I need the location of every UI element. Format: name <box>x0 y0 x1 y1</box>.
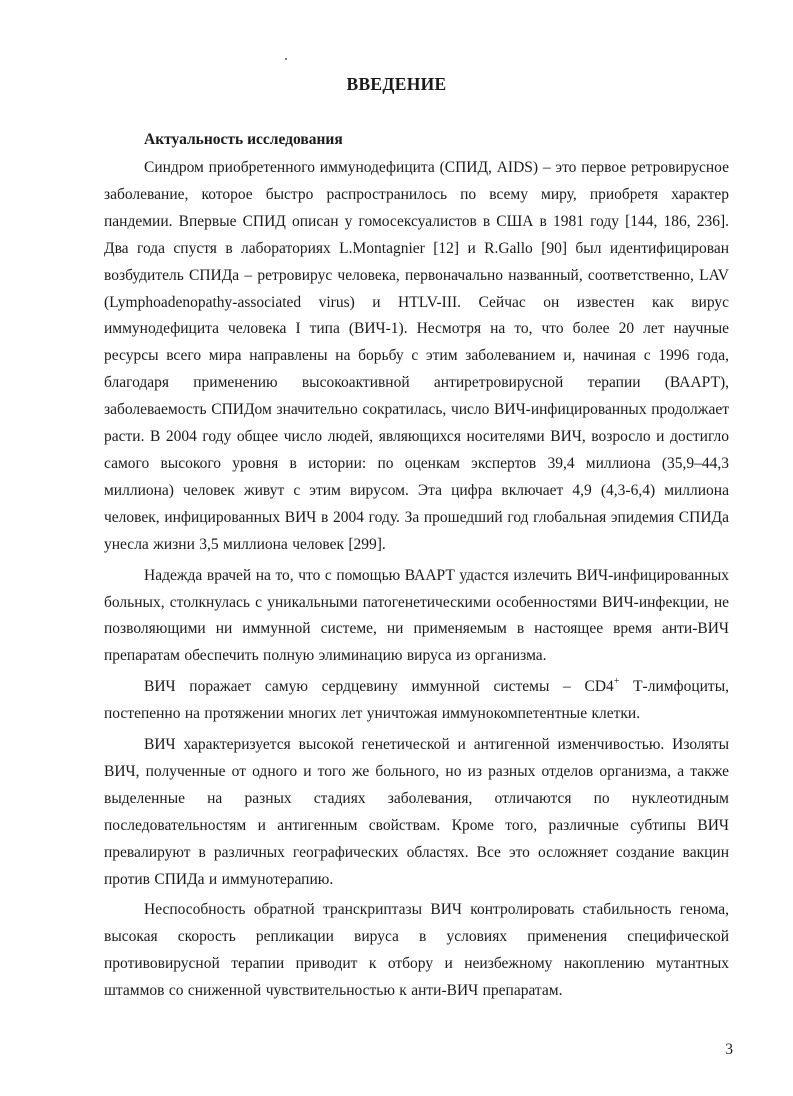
superscript-plus: + <box>613 676 620 688</box>
section-heading: Актуальность исследования <box>144 131 343 148</box>
paragraph-2: Надежда врачей на то, что с помощью ВААРТ удастся излечить ВИЧ-инфицированных больных, столкнулась с уникальными патогенетическими особенностями ВИЧ-инфекции, не позволяющими ни иммунной системе, ни применяемым в настоящее время анти-ВИЧ препаратам обеспечить полную элиминацию вируса из организма. <box>104 566 729 665</box>
scan-speck <box>285 58 287 60</box>
body-text <box>104 155 729 1009</box>
page-title: ВВЕДЕНИЕ <box>346 74 447 94</box>
page-number: 3 <box>725 1041 733 1058</box>
paragraph-4: ВИЧ характеризуется высокой генетической и антигенной изменчивостью. Изоляты ВИЧ, полученные от одного и того же больного, но из разных отделов организма, а также выделенные на разных стадиях заболевания, отличаются по нуклеотидным последовательностям и антигенным свойствам. Кроме того, различные субтипы ВИЧ превалируют в различных географических областях. Все это осложняет создание вакцин против СПИДа и иммунотерапию. <box>104 736 729 888</box>
paragraph-3-lead: ВИЧ поражает самую сердцевину иммунной системы – CD4 <box>144 678 614 696</box>
paragraph-5: Неспособность обратной транскриптазы ВИЧ контролировать стабильность генома, высокая скорость репликации вируса в условиях применения специфической противовирусной терапии приводит к отбору и неизбежному накоплению мутантных штаммов со сниженной чувствительностью к анти-ВИЧ препаратам. <box>104 901 729 1000</box>
paragraph-3 <box>104 674 729 728</box>
paragraph-3-rest: Т-лимфоциты, постепенно на протяжении многих лет уничтожая иммунокомпетентные клетки. <box>104 678 729 723</box>
paragraph-1: Синдром приобретенного иммунодефицита (СПИД, AIDS) – это первое ретровирусное заболевание, которое быстро распространилось по всему миру, приобретя характер пандемии. Впервые СПИД описан у гомосексуалистов в США в 1981 году [144, 186, 236]. Два года спустя в лабораториях L.Montagnier [12] и R.Gallo [90] был идентифицирован возбудитель СПИДа – ретровирус человека, первоначально названный, соответственно, LAV (Lymphoadenopathy-associated virus) и HTLV-III. Сейчас он известен как вирус иммунодефицита человека I типа (ВИЧ-1). Несмотря на то, что более 20 лет научные ресурсы всего мира направлены на борьбу с этим заболеванием и, начиная с 1996 года, благодаря применению высокоактивной антиретровирусной терапии (ВААРТ), заболеваемость СПИДом значительно сократилась, число ВИЧ-инфицированных продолжает расти. В 2004 году общее число людей, являющихся носителями ВИЧ, возросло и достигло самого высокого уровня в истории: по оценкам экспертов 39,4 миллиона (35,9–44,3 миллиона) человек живут с этим вирусом. Эта цифра включает 4,9 (4,3-6,4) миллиона человек, инфицированных ВИЧ в 2004 году. За прошедший год глобальная эпидемия СПИДа унесла жизни 3,5 миллиона человек [299]. <box>104 159 729 553</box>
